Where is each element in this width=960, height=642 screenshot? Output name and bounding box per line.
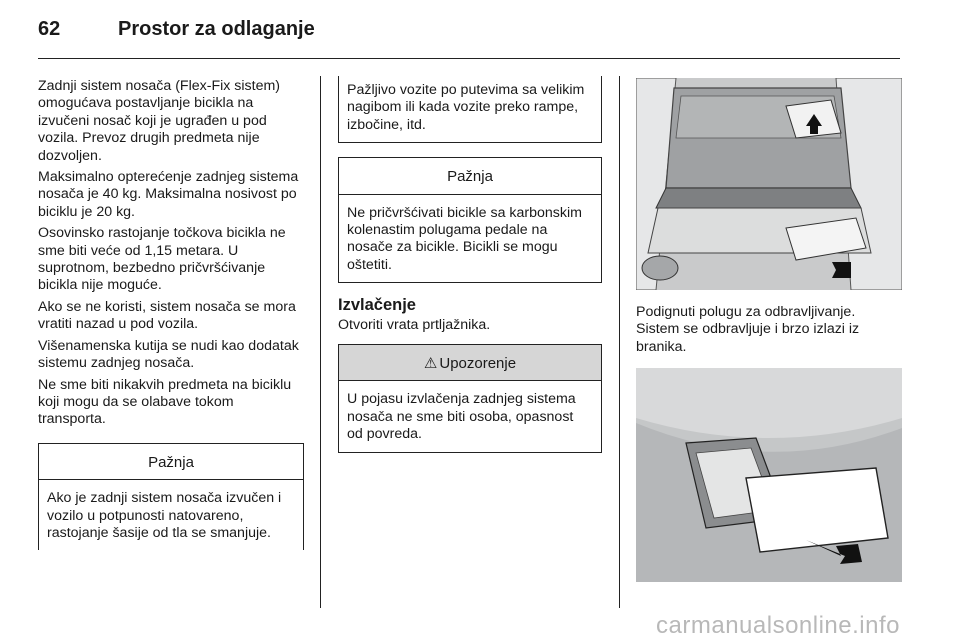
caution-box <box>38 443 304 551</box>
illustration-carrier-extend <box>636 368 902 582</box>
caution-text: Ako je zadnji sistem nosača izvučen i vozilo u potpunosti natovareno, rastojanje šasije od tla se smanjuje. <box>47 490 282 541</box>
page-title: Prostor za odlaganje <box>118 18 315 40</box>
caution-title: Pažnja <box>39 444 303 480</box>
illustration-trunk-lever <box>636 78 902 290</box>
column-1 <box>38 78 304 550</box>
section-text: Otvoriti vrata prtljažnika. <box>338 316 491 333</box>
paragraph: Osovinsko rastojanje točkova bicikla ne sme biti veće od 1,15 metara. U suprotnom, bezbedno pričvršćivanje bicikla nije moguće. <box>38 225 286 294</box>
watermark: carmanualsonline.info <box>656 612 900 639</box>
warning-box <box>338 344 602 453</box>
paragraph: Višenamenska kutija se nudi kao dodatak sistemu zadnjeg nosača. <box>38 337 299 372</box>
column-2 <box>338 76 602 467</box>
paragraph: Ako se ne koristi, sistem nosača se mora vratiti nazad u pod vozila. <box>38 298 296 333</box>
warning-title: Upozorenje <box>439 355 517 373</box>
continued-caution-text: Pažljivo vozite po putevima sa velikim nagibom ili kada vozite preko rampe, izbočine, itd. <box>347 82 585 133</box>
caution-box <box>338 157 602 283</box>
column-divider-1 <box>320 76 321 608</box>
warning-triangle-icon: ⚠ <box>423 355 438 373</box>
continued-caution-box <box>338 76 602 143</box>
header-rule <box>38 58 900 59</box>
paragraph: Zadnji sistem nosača (Flex-Fix sistem) omogućava postavljanje bicikla na izvučeni nosač koji je ugrađen u pod vozila. Prevoz drugih predmeta nije dozvoljen. <box>38 78 281 164</box>
section-heading: Izvlačenje <box>338 296 416 315</box>
warning-text: U pojasu izvlačenja zadnjeg sistema nosača ne sme biti osoba, opasnost od povreda. <box>347 391 576 443</box>
caution-text: Ne pričvršćivati bicikle sa karbonskim kolenastim polugama pedale na nosače za bicikle. Bicikli se mogu oštetiti. <box>347 204 582 273</box>
column-3 <box>636 78 902 582</box>
trunk-illustration <box>636 78 902 290</box>
warning-header <box>339 345 601 381</box>
page-number: 62 <box>38 18 61 40</box>
carrier-illustration <box>636 368 902 582</box>
caption: Podignuti polugu za odbravljivanje. Sistem se odbravljuje i brzo izlazi iz branika. <box>636 304 860 355</box>
paragraph: Maksimalno opterećenje zadnjeg sistema nosača je 40 kg. Maksimalna nosivost po biciklu je 20 kg. <box>38 169 299 220</box>
page-header <box>38 18 315 48</box>
paragraph: Ne sme biti nikakvih predmeta na biciklu koji mogu da se olabave tokom transporta. <box>38 376 292 428</box>
column-divider-2 <box>619 76 620 608</box>
caution-title: Pažnja <box>339 158 601 194</box>
